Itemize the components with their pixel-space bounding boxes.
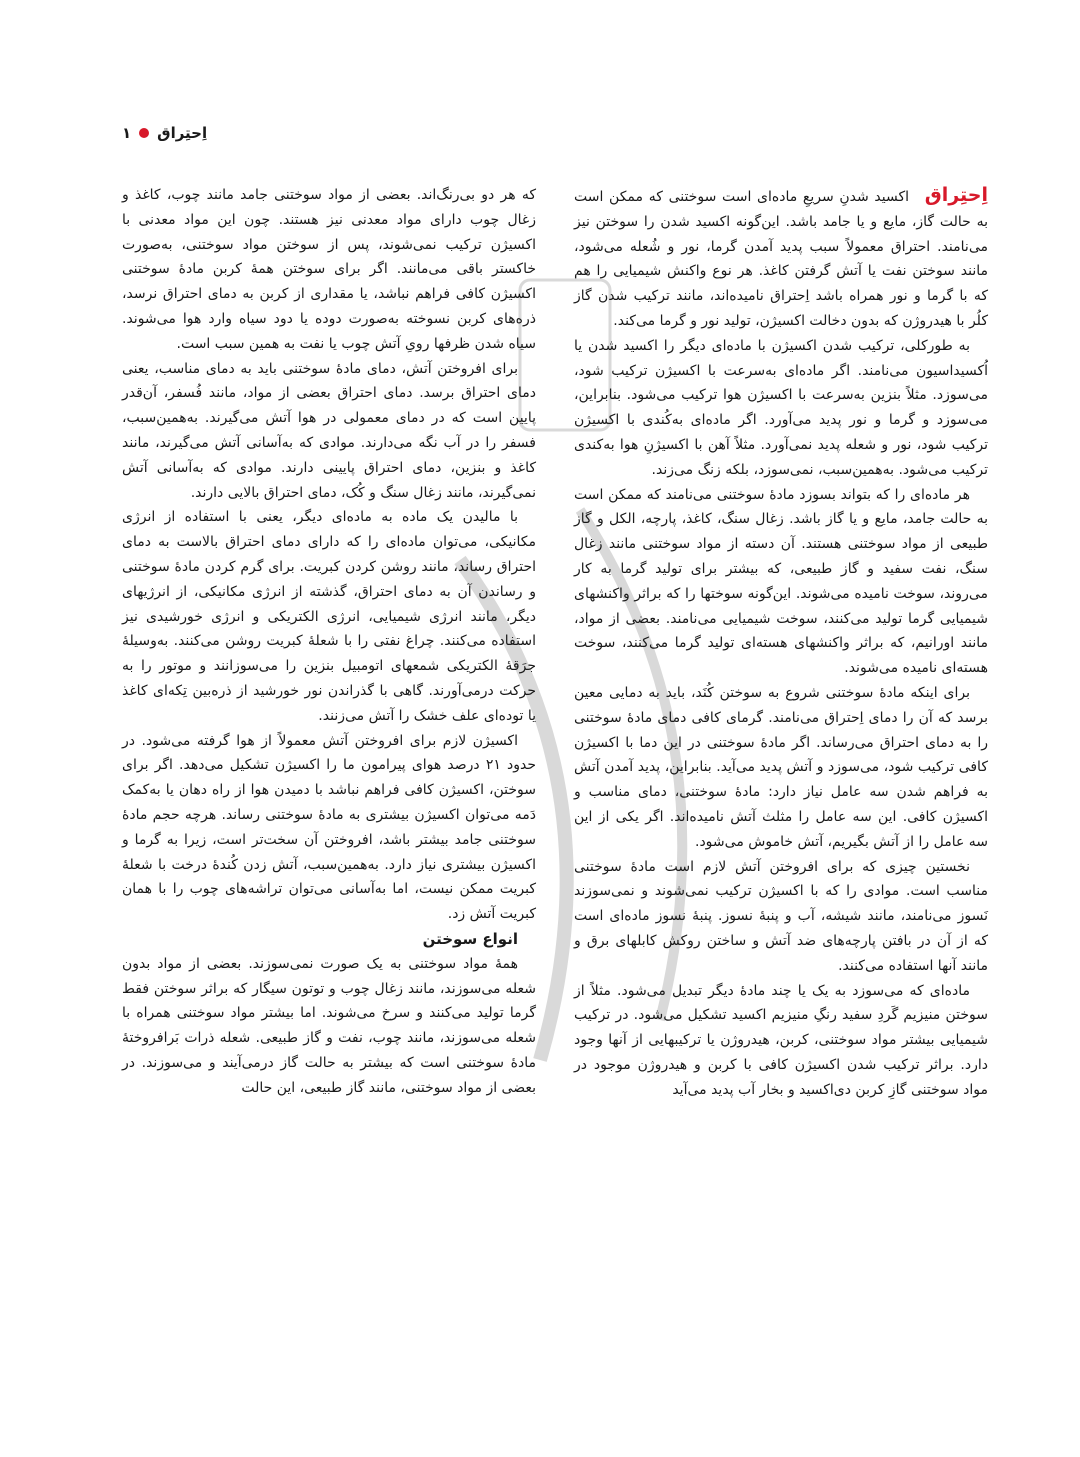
entry-paragraph-4: برای اینکه مادهٔ سوختنی شروع به سوختن کُنَد، باید به دمایی معین برسد که آن را دمای اِحتراق می‌نامند. گرمای کافی دمای مادهٔ سوختنی را به دمای احتراق می‌رساند. اگر مادهٔ سوختنی در این دما با اکسیژن کافی ترکیب شود، می‌سوزد و آتش پدید می‌آید. بنابراین، پدید آمدن آتش به فراهم شدن سه عامل نیاز دارد: مادهٔ سوختنی، دمای مناسب و اکسیژن کافی. این سه عامل را مثلث آتش نامیده‌اند. اگر یکی از این سه عامل را از آتش بگیریم، آتش خاموش می‌شود. xyxy=(574,684,988,850)
header-dot-icon xyxy=(139,128,149,138)
section-paragraph-1: همهٔ مواد سوختنی به یک صورت نمی‌سوزند. بعضی از مواد بدون شعله می‌سوزند، مانند زغال چوب و توتون سیگار که براثر سوختن فقط گرما تولید می‌کنند و سرخ می‌شوند. اما بیشتر مواد سوختنی همراه با شعله می‌سوزند، مانند چوب، نفت و گاز طبیعی. شعله ذرات بَرافروختهٔ مادهٔ سوختنی است که بیشتر به حالت گاز درمی‌آیند و می‌سوزند. در بعضی از مواد سوختنی، مانند گاز طبیعی، این حالت xyxy=(122,955,536,1096)
section-title: انواع سوختن xyxy=(422,929,518,948)
header-title: اِحتِراق xyxy=(157,124,208,142)
left-paragraph-1: که هر دو بی‌رنگ‌اند. بعضی از مواد سوختنی جامد مانند چوب، کاغذ و زغال چوب دارای مواد معدنی نیز هستند. چون این مواد معدنی با اکسیژن ترکیب نمی‌شوند، پس از سوختن مواد سوختنی، به‌صورت خاکستر باقی می‌مانند. اگر برای سوختن همهٔ کربن مادهٔ سوختنی اکسیژن کافی فراهم نباشد، یا مقداری از کربن به دمای احتراق نرسد، ذره‌های کربن نسوخته به‌صورت دوده یا دود سیاه وارد هوا می‌شوند. سیاه شدن ظرفها رویِ آتش چوب یا نفت به همین سبب است. xyxy=(122,187,536,352)
entry-paragraph-6: ماده‌ای که می‌سوزد به یک یا چند مادهٔ دیگر تبدیل می‌شود. مثلاً از سوختن منیزیم گَردِ سفید رنگِ منیزیم اکسید تشکیل می‌شود. در ترکیب شیمیایی بیشتر مواد سوختنی، کربن، هیدروژن یا ترکیبهایی از آنها وجود دارد. براثر ترکیب شدن اکسیژن کافی با کربن و هیدروژن موجود در مواد سوختنی گازِ کربن دی‌اکسید و بخار آب پدید می‌آید xyxy=(574,982,988,1098)
entry-paragraph-1 xyxy=(574,183,988,334)
entry-paragraph-1-text: اکسید شدنِ سریعِ ماده‌ای است سوختنی که ممکن است به حالت گاز، مایع و یا جامد باشد. این‌گونه اکسید شدن را سوختن نیز می‌نامند. احتراق معمولاً سبب پدید آمدن گرما، نور و شُعله می‌شود، مانند سوختن نفت یا آتش گرفتن کاغذ. هر نوع واکنش شیمیایی را هم که با گرما و نور همراه باشد اِحتراق نامیده‌اند، مانند ترکیب شدن گاز کلُر با هیدروژن که بدون دخالت اکسیژن، تولید نور و گرما می‌کند. xyxy=(574,189,988,329)
entry-title: اِحتِراق xyxy=(924,184,989,206)
entry-paragraph-2: به طورکلی، ترکیب شدن اکسیژن با ماده‌ای دیگر را اکسید شدن یا اُکسیداسیون می‌نامند. اگر ماده‌ای به‌سرعت با اکسیژن ترکیب شود، می‌سوزد. مثلاً بنزین به‌سرعت با اکسیژن هوا ترکیب می‌شود. بنابراین، می‌سوزد و گرما و نور پدید می‌آورد. اگر ماده‌ای به‌کُندی با اکسیژن ترکیب شود، نور و شعله پدید نمی‌آورد. مثلاً آهن با اکسیژنِ هوا به‌کندی ترکیب می‌شود. به‌همین‌سبب، نمی‌سوزد، بلکه زنگ می‌زند. xyxy=(574,337,988,478)
column-right xyxy=(574,183,988,1102)
entry-paragraph-3: هر ماده‌ای را که بتواند بسوزد مادهٔ سوختنی می‌نامند که ممکن است به حالت جامد، مایع و یا گاز باشد. زغال سنگ، کاغذ، پارچه، الکل و گاز طبیعی از مواد سوختنی هستند. آن دسته از مواد سوختنی مانند زغال سنگ، نفت سفید و گاز طبیعی، که بیشتر برای تولید گرما به کار می‌روند، سوخت نامیده می‌شوند. این‌گونه سوختها را که براثر واکنشهای شیمیایی گرما تولید می‌کنند، سوخت شیمیایی می‌نامند. بعضی از مواد، مانند اورانیم، که براثر واکنشهای هسته‌ای تولید گرما می‌کنند، سوخت هسته‌ای نامیده می‌شوند. xyxy=(574,486,988,677)
left-paragraph-2: برای افروختن آتش، دمای مادهٔ سوختنی باید به دمای مناسب، یعنی دمای احتراق برسد. دمای احتراق بعضی از مواد، مانند فُسفر، آن‌قدر پایین است که در دمای معمولی در هوا آتش می‌گیرند. به‌همین‌سبب، فسفر را در آب نگه می‌دارند. موادی که به‌آسانی آتش می‌گیرند، مانند کاغذ و بنزین، دمای احتراق پایینی دارند. موادی که به‌آسانی آتش نمی‌گیرند، مانند زغال سنگ و کُک، دمای احتراق بالایی دارند. xyxy=(122,360,536,501)
page-number: ۱ xyxy=(122,124,132,142)
running-header xyxy=(122,124,207,142)
left-paragraph-4: اکسیژن لازم برای افروختن آتش معمولاً از هوا گرفته می‌شود. در حدود ۲۱ درصد هوای پیرامون ما را اکسیژن تشکیل می‌دهد. اگر برای سوختن، اکسیژن کافی فراهم نباشد با دمیدن هوا از راه دهان یا به‌کمک دَمه می‌توان اکسیژن بیشتری به مادهٔ سوختنی رساند. هرچه حجم مادهٔ سوختنی جامد بیشتر باشد، افروختن آن سخت‌تر است، زیرا به گرما و اکسیژن بیشتری نیاز دارد. به‌همین‌سبب، آتش زدن کُندهٔ درخت با شعلهٔ کبریت ممکن نیست، اما به‌آسانی می‌توان تراشه‌های چوب را با همان کبریت آتش زد. xyxy=(122,732,536,923)
column-left xyxy=(122,183,536,1100)
left-paragraph-3: با مالیدن یک ماده به ماده‌ای دیگر، یعنی با استفاده از انرژی مکانیکی، می‌توان ماده‌ای را که دارای دمای احتراق بالاست به دمای احتراق رساند، مانند روشن کردن کبریت. برای گرم کردن مادهٔ سوختنی و رساندن آن به دمای احتراق، گذشته از انرژی مکانیکی، از انرژیهای دیگر، مانند انرژی شیمیایی، انرژی الکتریکی و انرژی خورشیدی نیز استفاده می‌کنند. چراغ نفتی را با شعلهٔ کبریت روشن می‌کنند. به‌وسیلهٔ جرَقهٔ الکتریکی شمعهای اتومبیل بنزین را می‌سوزانند و موتور را به حرکت درمی‌آورند. گاهی با گذراندن نور خورشید از ذره‌بین تِکه‌ای کاغذ یا توده‌ای علف خشک را آتش می‌زنند. xyxy=(122,509,536,724)
entry-paragraph-5: نخستین چیزی که برای افروختن آتش لازم است مادهٔ سوختنی مناسب است. موادی را که با اکسیژن ترکیب نمی‌شوند و نمی‌سوزند نَسوز می‌نامند، مانند شیشه، آب و پنبهٔ نسوز. پنبهٔ نسوز ماده‌ای است که از آن در بافتن پارچه‌های ضد آتش و ساختن روکش کابلهای برق و مانند آنها استفاده می‌کنند. xyxy=(574,858,988,974)
